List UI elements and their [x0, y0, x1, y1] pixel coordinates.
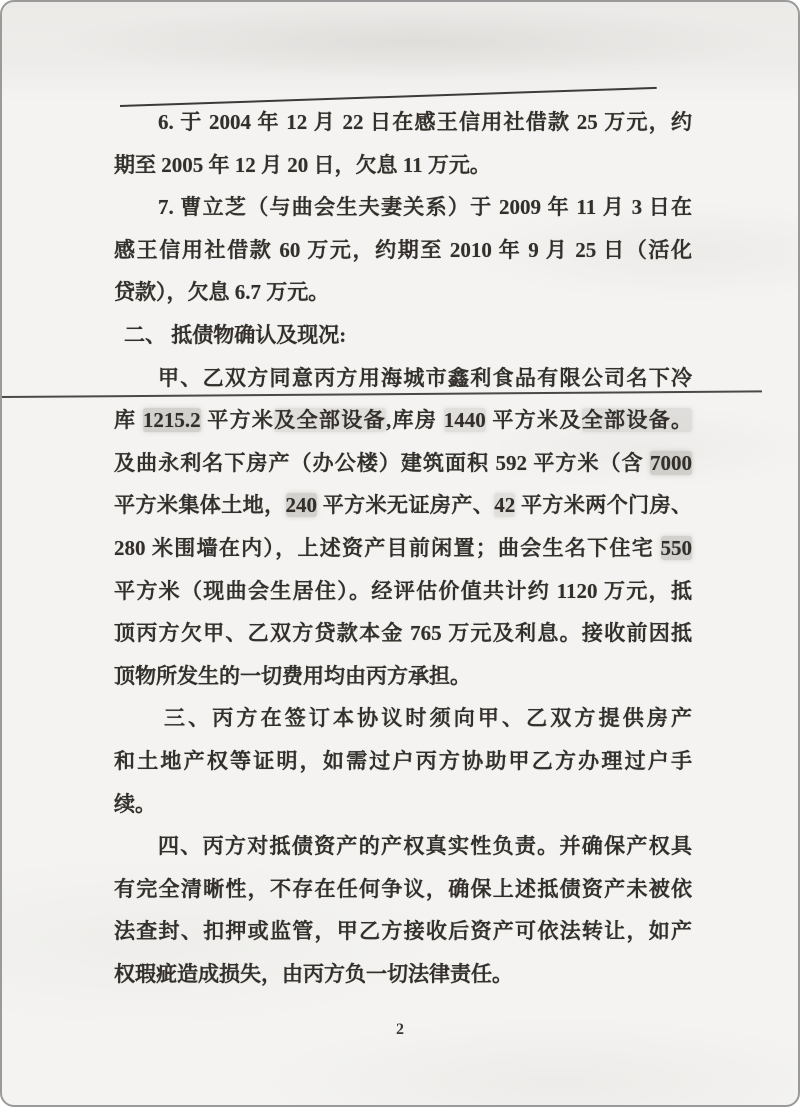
- text-segment: 库: [114, 408, 143, 433]
- page-number: 2: [396, 1021, 404, 1038]
- text-segment: ,库房: [385, 408, 444, 433]
- text-segment: 顶物所发生的一切费用均由丙方承担。: [114, 663, 471, 688]
- document-line: [114, 825, 692, 868]
- text-segment: 三、丙方在签订本协议时须向甲、乙双方提供房产: [164, 706, 692, 731]
- text-segment: 贷款），欠息 6.7 万元。: [114, 280, 330, 305]
- text-segment: 续。: [114, 791, 156, 816]
- highlighter-smudge: 1215.2: [142, 408, 201, 433]
- text-segment: 7. 曹立芝（与曲会生夫妻关系）于 2009 年 11 月 3 日在: [158, 195, 692, 220]
- document-line: [114, 697, 692, 740]
- document-line: [114, 101, 692, 144]
- document-line: [114, 740, 692, 783]
- document-line: [114, 612, 692, 655]
- text-segment: 平方米集体土地，: [114, 493, 286, 518]
- text-segment: 感王信用社借款 60 万元，约期至 2010 年 9 月 25 日（活化: [114, 237, 692, 262]
- text-segment: 法查封、扣押或监管，甲乙方接收后资产可依法转让，如产: [114, 919, 692, 944]
- document-line: [114, 570, 692, 613]
- text-segment: 顶丙方欠甲、乙双方贷款本金 765 万元及利息。接收前因抵: [114, 621, 692, 646]
- highlighter-smudge: 7000: [650, 450, 692, 475]
- document-text: [114, 101, 692, 995]
- highlighter-smudge: 240: [285, 493, 318, 518]
- highlighter-smudge: 全部设备。: [581, 408, 693, 433]
- text-segment: 及曲永利名下房产（办公楼）建筑面积 592 平方米（含: [114, 450, 650, 475]
- text-segment: 有完全清晰性，不存在任何争议，确保上述抵债资产未被依: [114, 876, 692, 901]
- document-line: [114, 442, 692, 485]
- document-line: [114, 186, 692, 229]
- text-segment: 和土地产权等证明，如需过户丙方协助甲乙方办理过户手: [114, 748, 692, 773]
- document-line: [114, 527, 692, 570]
- text-segment: 平方米（现曲会生居住）。经评估价值共计约 1120 万元，抵: [114, 578, 692, 603]
- text-segment: 权瑕疵造成损失，由丙方负一切法律责任。: [114, 961, 513, 986]
- text-segment: 平方米: [200, 408, 275, 433]
- highlighter-smudge: 42: [494, 493, 516, 518]
- highlighter-smudge: 及全部设备: [274, 408, 386, 433]
- text-segment: 二、 抵债物确认及现况:: [124, 322, 347, 347]
- document-line: [114, 357, 692, 400]
- document-line: [114, 399, 692, 442]
- document-line: [114, 144, 692, 187]
- text-segment: 期至 2005 年 12 月 20 日，欠息 11 万元。: [114, 152, 491, 177]
- text-segment: 四、丙方对抵债资产的产权真实性负责。并确保产权具: [158, 834, 692, 859]
- document-line: [114, 910, 692, 953]
- document-line: [114, 271, 692, 314]
- document-line: [114, 953, 692, 996]
- text-segment: 6. 于 2004 年 12 月 22 日在感王信用社借款 25 万元，约: [158, 110, 692, 134]
- text-segment: 平方米及: [485, 408, 582, 433]
- document-line: [114, 655, 692, 698]
- highlighter-smudge: 550: [660, 535, 692, 560]
- document-line: [114, 484, 692, 527]
- document-line: [114, 868, 692, 911]
- text-segment: 280 米围墙在内），上述资产目前闲置；曲会生名下住宅: [114, 535, 661, 560]
- document-line: [114, 783, 692, 826]
- document-line: [114, 314, 692, 357]
- highlighter-smudge: 1440: [443, 408, 486, 433]
- text-segment: 平方米两个门房、: [515, 493, 693, 518]
- text-segment: 平方米无证房产、: [317, 493, 495, 518]
- document-line: [114, 229, 692, 272]
- text-segment: 甲、乙双方同意丙方用海城市鑫利食品有限公司名下冷: [158, 365, 692, 390]
